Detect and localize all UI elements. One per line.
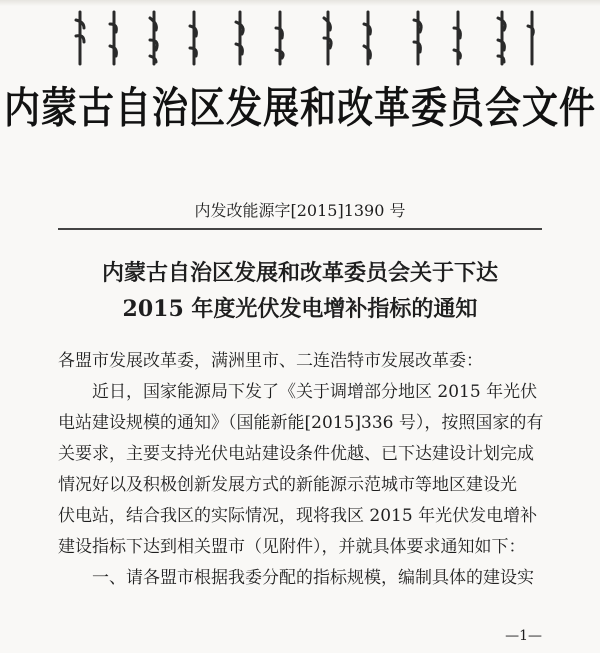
body-line: 建设指标下达到相关盟市（见附件），并就具体要求通知如下： xyxy=(58,537,526,557)
notice-title-line-2: 2015 年度光伏发电增补指标的通知 xyxy=(122,296,478,322)
document-number: 内发改能源字[2015]1390 号 xyxy=(194,201,406,220)
document-header-title: 内蒙古自治区发展和改革委员会文件 xyxy=(3,84,596,134)
body-line: 电站建设规模的通知》（国能新能[2015]336 号），按照国家的有 xyxy=(58,413,544,433)
header-divider xyxy=(58,228,542,230)
body-line: 近日，国家能源局下发了《关于调增部分地区 2015 年光伏 xyxy=(92,382,538,402)
salutation: 各盟市发展改革委，满洲里市、二连浩特市发展改革委： xyxy=(58,351,483,371)
body-line: 一、请各盟市根据我委分配的指标规模，编制具体的建设实 xyxy=(92,568,534,588)
body-line: 伏电站，结合我区的实际情况，现将我区 2015 年光伏发电增补 xyxy=(58,506,538,526)
mongolian-script-title-image xyxy=(62,6,542,70)
notice-title-line-1: 内蒙古自治区发展和改革委员会关于下达 xyxy=(101,260,498,286)
document-body xyxy=(58,346,558,594)
body-line: 情况好以及积极创新发展方式的新能源示范城市等地区建设光 xyxy=(58,475,517,495)
page-number: —1— xyxy=(505,628,542,644)
body-line: 关要求，主要支持光伏电站建设条件优越、已下达建设计划完成 xyxy=(58,444,534,464)
notice-title xyxy=(0,255,600,327)
mongolian-glyphs xyxy=(76,12,533,64)
